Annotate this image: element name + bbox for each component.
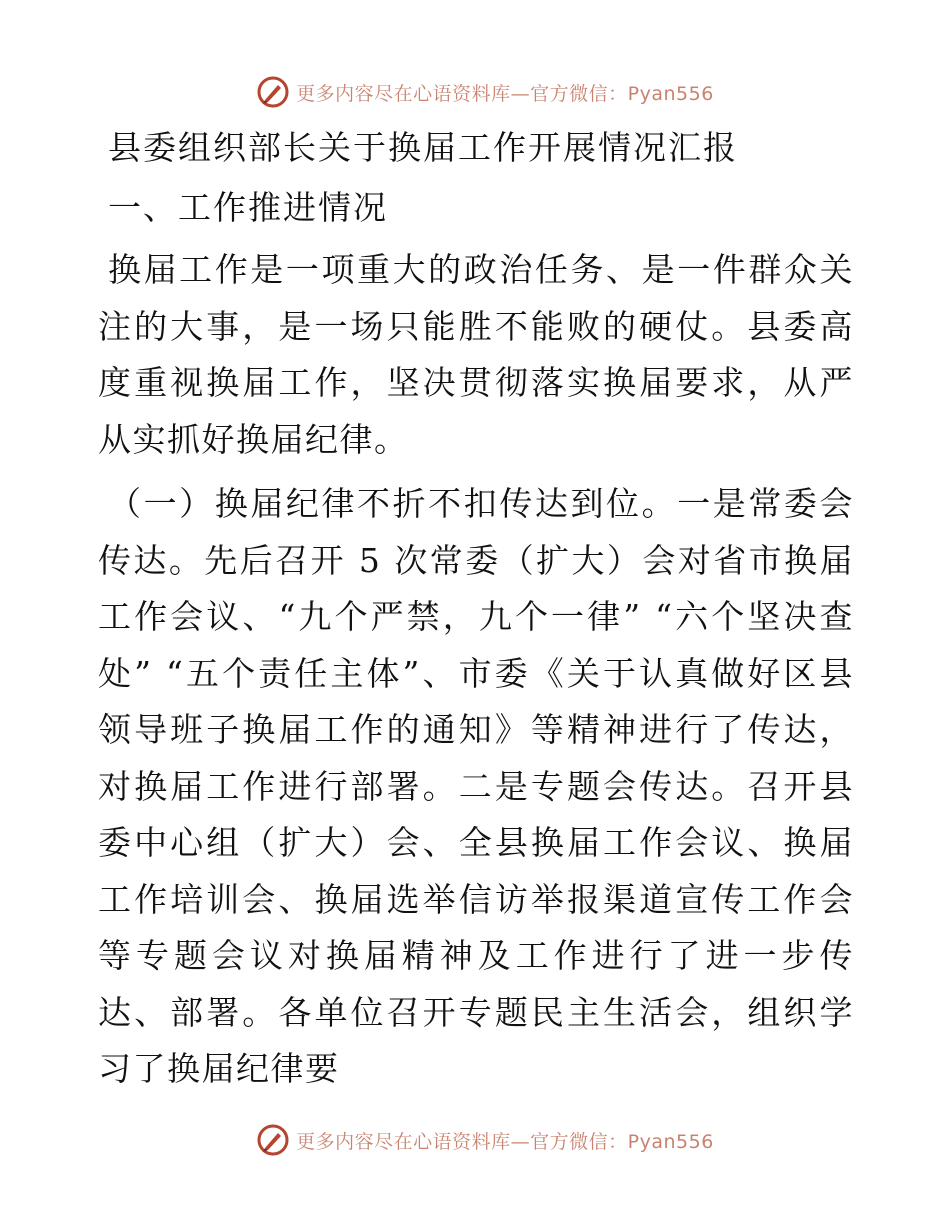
paragraph: （一）换届纪律不折不扣传达到位。一是常委会传达。先后召开 5 次常委（扩大）会对省市换届工作会议、“九个严禁，九个一律” “六个坚决查处” “五个责任主体”、市委《关于认真做好区县领导班子换届工作的通知》等精神进行了传达，对换届工作进行部署。二是专题会传达。召开县委中心组（扩大）会、全县换届工作会议、换届工作培训会、换届选举信访举报渠道宣传工作会等专题会议对换届精神及工作进行了进一步传达、部署。各单位召开专题民主生活会，组织学习了换届纪律要 [98, 484, 854, 1088]
pen-logo-icon [256, 75, 290, 109]
watermark-banner-top [0, 72, 950, 112]
watermark-group [256, 75, 714, 109]
paragraph: 换届工作是一项重大的政治任务、是一件群众关注的大事，是一场只能胜不能败的硬仗。县委高度重视换届工作，坚决贯彻落实换届要求，从严从实抓好换届纪律。 [98, 250, 854, 459]
wechat-id: Pyan556 [627, 82, 714, 105]
pen-logo-icon [256, 1123, 290, 1157]
watermark-group [256, 1123, 714, 1157]
wechat-id: Pyan556 [627, 1130, 714, 1153]
watermark-banner-bottom [0, 1120, 950, 1160]
document-title: 县委组织部长关于换届工作开展情况汇报 [108, 128, 738, 167]
watermark-text: 更多内容尽在心语资料库—官方微信：Pyan556 [296, 82, 714, 105]
watermark-text: 更多内容尽在心语资料库—官方微信：Pyan556 [296, 1130, 714, 1153]
section-heading: 一、工作推进情况 [108, 188, 388, 227]
document-body [98, 122, 854, 1106]
